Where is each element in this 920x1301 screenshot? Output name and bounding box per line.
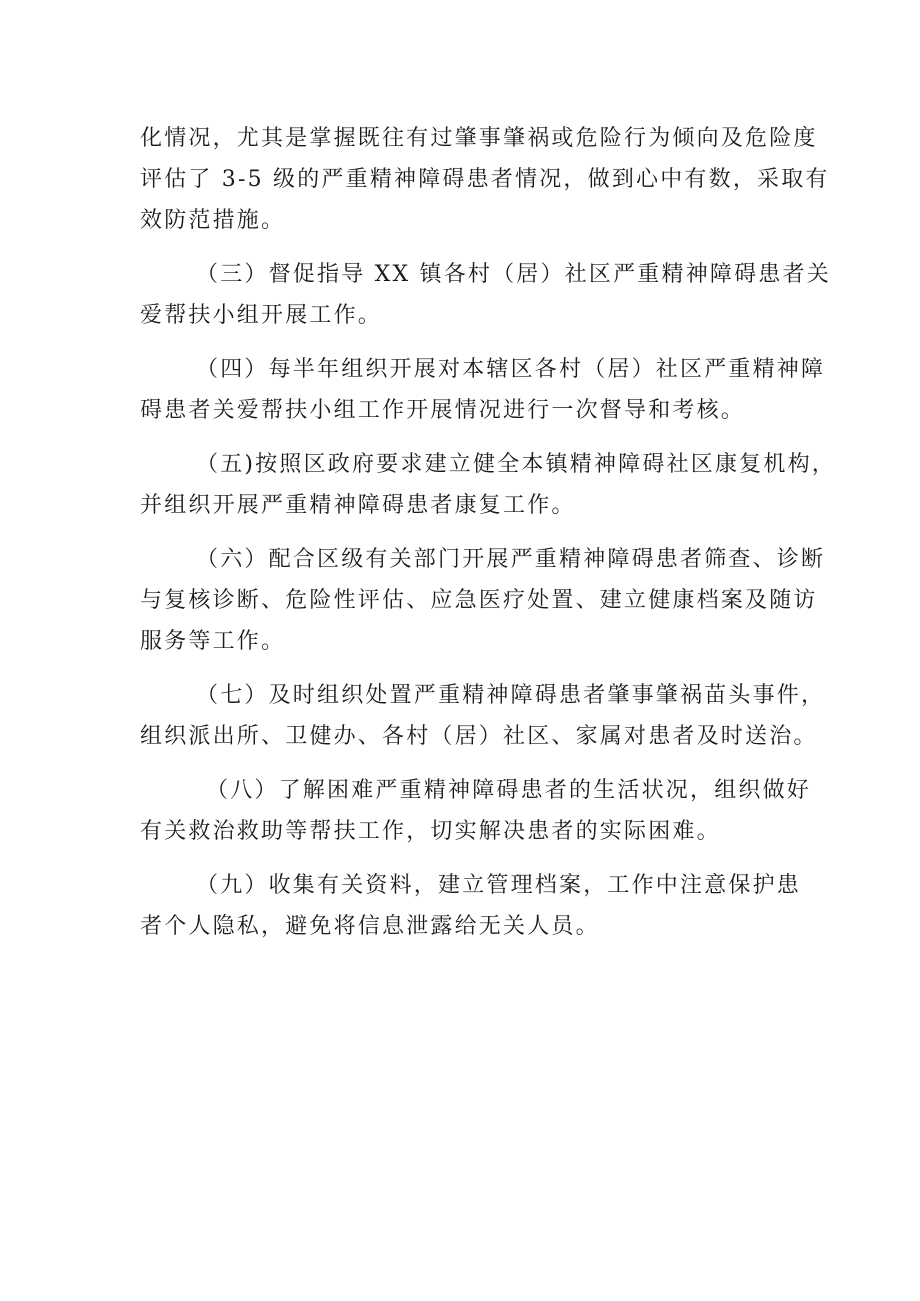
text-line: （七）及时组织处置严重精神障碍患者肇事肇祸苗头事件， xyxy=(196,683,826,708)
text-line: 化情况，尤其是掌握既往有过肇事肇祸或危险行为倾向及危险度 xyxy=(140,126,818,151)
paragraph-item-9 xyxy=(140,865,802,947)
paragraph-item-5 xyxy=(140,444,836,526)
text-line: （九）收集有关资料，建立管理档案，工作中注意保护患 xyxy=(196,873,802,898)
paragraph-item-4 xyxy=(140,349,826,431)
text-line: （六）配合区级有关部门开展严重精神障碍患者筛查、诊断 xyxy=(196,547,826,572)
paragraph-item-8 xyxy=(140,770,812,852)
text-line: （五)按照区政府要求建立健全本镇精神障碍社区康复机构， xyxy=(196,452,836,477)
paragraph-item-6 xyxy=(140,539,826,662)
text-line: （四）每半年组织开展对本辖区各村（居）社区严重精神障 xyxy=(196,357,826,382)
paragraph-continuation xyxy=(140,118,830,241)
text-line: 有关救治救助等帮扶工作，切实解决患者的实际困难。 xyxy=(140,819,721,844)
text-line: 服务等工作。 xyxy=(140,629,286,654)
text-line: 效防范措施。 xyxy=(140,208,286,233)
text-line: 与复核诊断、危险性评估、应急医疗处置、建立健康档案及随访 xyxy=(140,588,818,613)
text-line: 组织派出所、卫健办、各村（居）社区、家属对患者及时送治。 xyxy=(140,724,818,749)
text-line: （三）督促指导 XX 镇各村（居）社区严重精神障碍患者关 xyxy=(196,262,831,287)
text-line: （八）了解困难严重精神障碍患者的生活状况，组织做好 xyxy=(206,778,812,803)
paragraph-item-7 xyxy=(140,675,826,757)
document-body xyxy=(140,118,836,960)
paragraph-item-3 xyxy=(140,254,831,336)
text-line: 评估了 3-5 级的严重精神障碍患者情况，做到心中有数，采取有 xyxy=(140,167,830,192)
text-line: 碍患者关爱帮扶小组工作开展情况进行一次督导和考核。 xyxy=(140,398,746,423)
text-line: 爱帮扶小组开展工作。 xyxy=(140,303,383,328)
text-line: 并组织开展严重精神障碍患者康复工作。 xyxy=(140,493,576,518)
text-line: 者个人隐私，避免将信息泄露给无关人员。 xyxy=(140,914,600,939)
